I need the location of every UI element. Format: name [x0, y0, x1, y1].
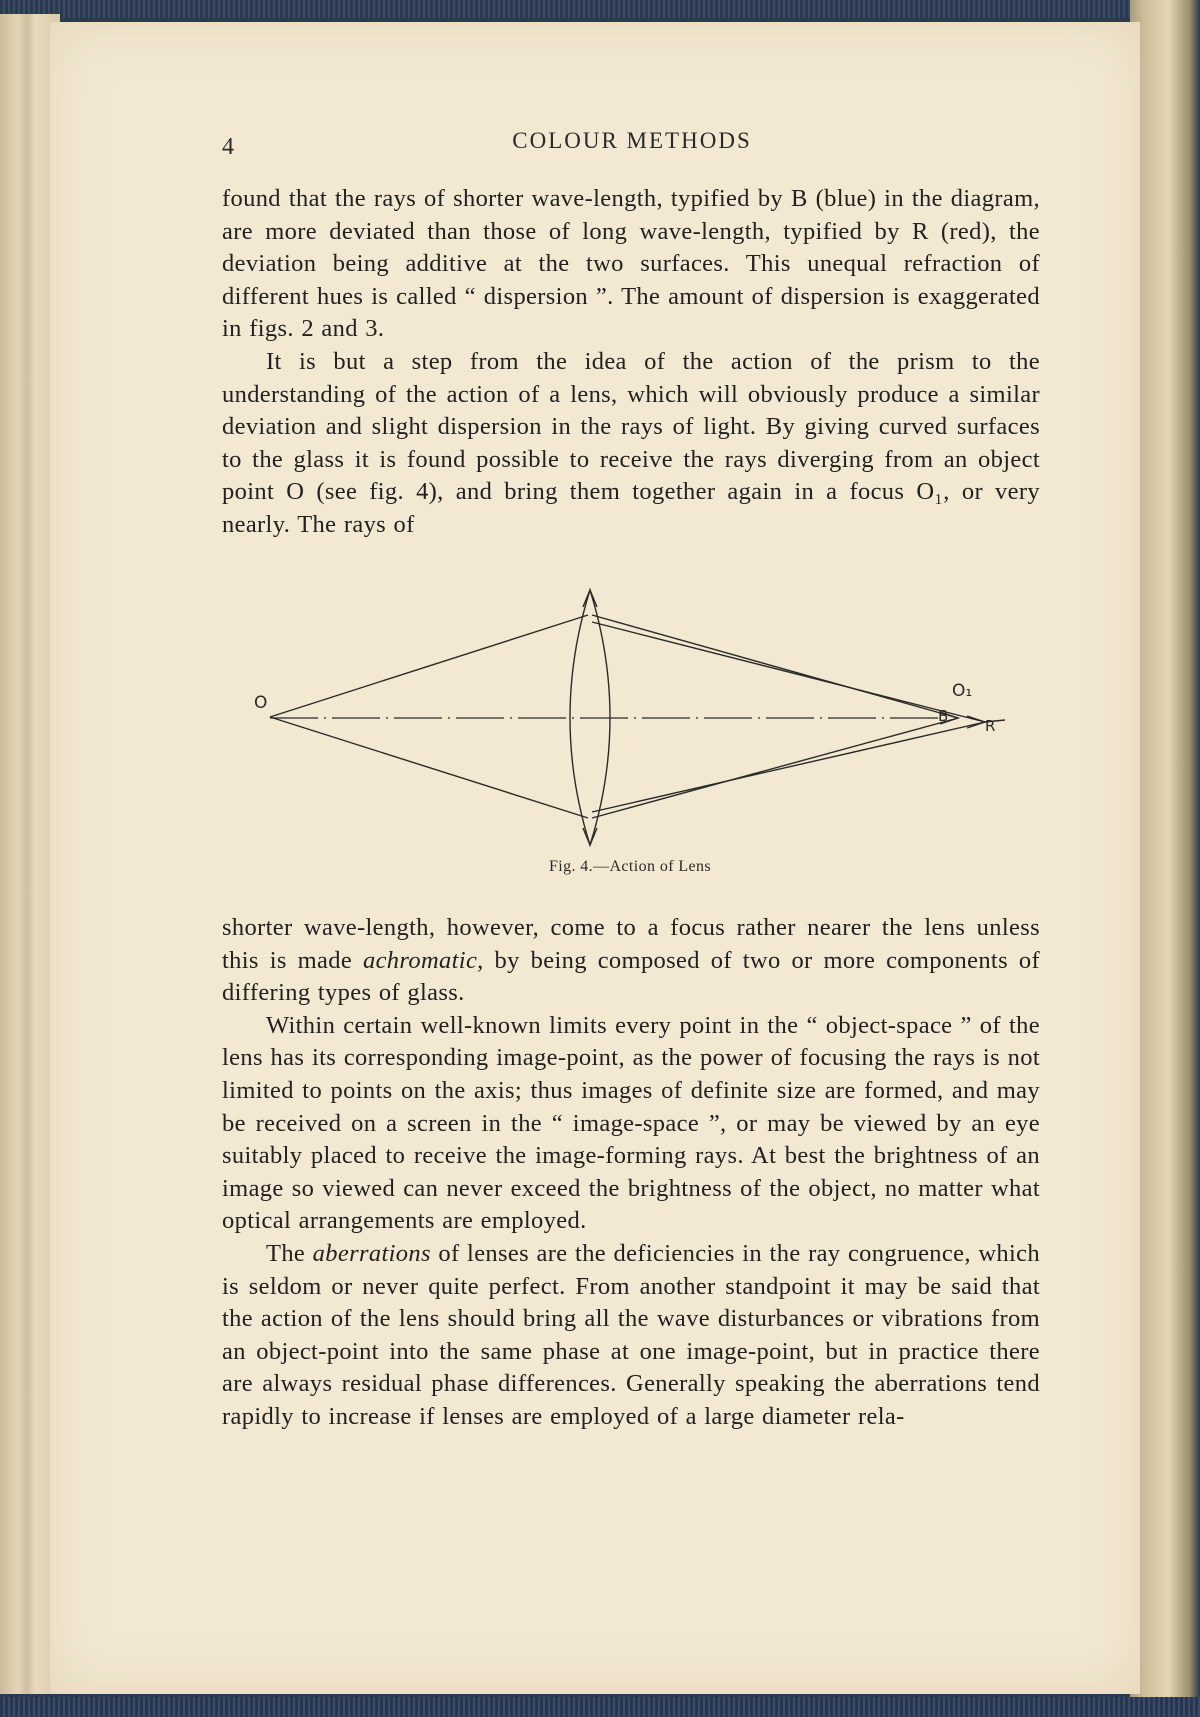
book-cover-bottom-edge	[0, 1697, 1200, 1717]
incident-ray-upper	[270, 615, 588, 717]
label-red: R	[985, 717, 996, 735]
paragraph-lens: It is but a step from the idea of the action of the prism to the understanding of the action of a lens, which will obviously produce a similar deviation and slight dispersion in the rays of light. By giving curved surfaces to the glass it is found possible to receive the rays diverging from an object point O (see fig. 4), and bring them together again in a focus O₁, or very nearly. The rays of	[222, 347, 1040, 538]
achromatic-term: achromatic	[362, 946, 478, 974]
book-cover-top-edge	[0, 0, 1200, 18]
refracted-ray-lower-blue	[592, 718, 958, 818]
refracted-ray-upper-blue	[592, 615, 958, 718]
incident-ray-lower	[270, 717, 588, 818]
figure-caption: Fig. 4.—Action of Lens	[548, 858, 712, 875]
aberrations-text-after: of lenses are the deficiencies in the ray congruence, which is seldom or never quite perfect. From another standpoint it may be said that the action of the lens should bring all the wave disturbances or vibrations from an object-point into the same phase at one image-point, but in practice there are always residual phase differences. Generally speaking the aberrations tend rapidly to increase if lenses are employed of a large diameter rela-	[222, 1239, 1040, 1430]
refracted-ray-lower-red	[592, 722, 985, 812]
paragraph-object-space: Within certain well-known limits every point in the “ object-space ” of the lens has its corresponding image-point, as the power of focusing the rays is not limited to points on the axis; thus images of definite size are formed, and may be received on a screen in the “ image-space ”, or may be viewed by an eye suitably placed to receive the image-forming rays. At best the brightness of an image so viewed can never exceed the brightness of the object, no matter what optical arrangements are employed.	[222, 1011, 1040, 1235]
running-head: COLOUR METHODS	[512, 128, 752, 153]
label-blue: B	[938, 707, 949, 725]
text-block-bottom	[222, 912, 1040, 1434]
achromatic-text-before: shorter wave-length, however, come to a focus rather nearer the lens unless this is made	[222, 914, 1040, 974]
aberrations-text-before: The	[266, 1239, 313, 1267]
paragraph-achromatic	[222, 912, 1040, 1010]
paragraph-dispersion: found that the rays of shorter wave-length, typified by B (blue) in the diagram, are more deviated than those of long wave-length, typified by R (red), the deviation being additive at the two surfaces. This unequal refraction of different hues is called “ dispersion ”. The amount of dispersion is exaggerated in figs. 2 and 3.	[222, 185, 1040, 343]
text-block-top	[222, 183, 1040, 542]
lens-diagram-svg	[250, 585, 1030, 855]
achromatic-text-after: , by being composed of two or more components of differing types of glass.	[222, 946, 1040, 1007]
book-gutter	[1130, 0, 1200, 1717]
aberrations-term: aberrations	[312, 1239, 431, 1267]
refracted-ray-upper-red	[592, 622, 985, 722]
label-object-point: O	[254, 693, 268, 713]
paragraph-aberrations	[222, 1238, 1040, 1434]
figure-lens-diagram	[250, 585, 1030, 855]
page-number: 4	[222, 134, 234, 160]
label-focus-o1: O₁	[952, 681, 973, 701]
page-header	[222, 128, 1042, 168]
